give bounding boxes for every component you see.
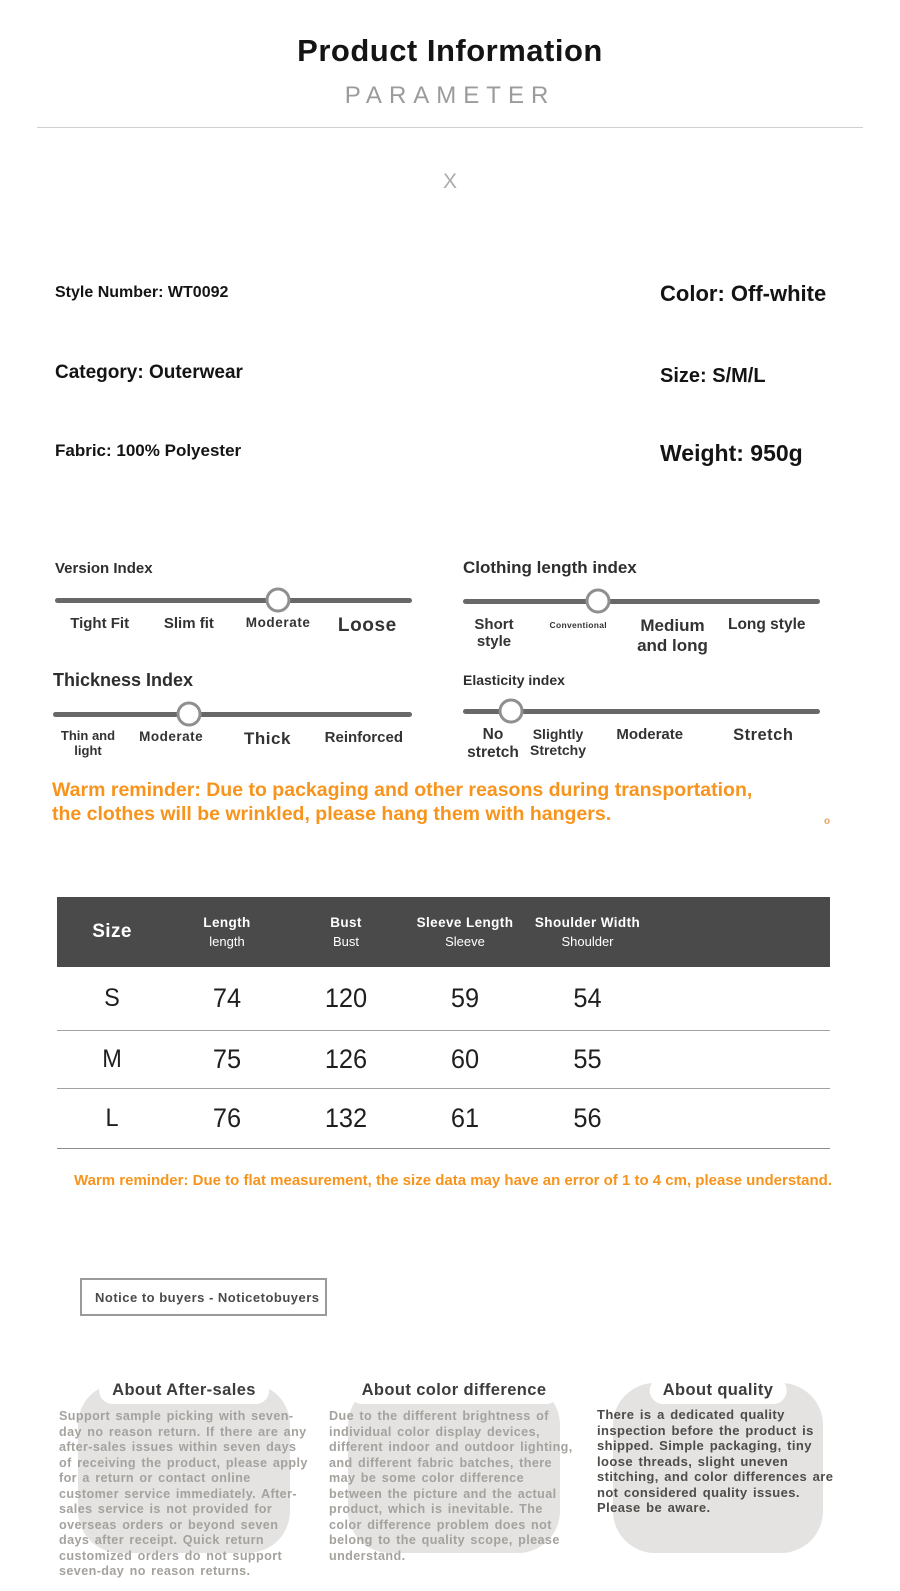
slider-label: Reinforced <box>324 729 403 746</box>
slider-label: Conventional <box>549 620 607 630</box>
attr-size: Size: S/M/L <box>660 365 766 387</box>
slider-knob[interactable] <box>177 702 202 727</box>
column-header-size: Size <box>92 921 132 942</box>
slider-knob[interactable] <box>585 589 610 614</box>
slider-title: Thickness Index <box>53 670 194 690</box>
attr-category: Category: Outerwear <box>55 362 243 383</box>
slider-thickness-index <box>53 670 412 759</box>
notice-to-buyers-box <box>80 1278 327 1316</box>
slider-label: Moderate <box>245 615 311 630</box>
warm-reminder-packaging <box>52 779 852 826</box>
slider-label: Stretch <box>733 726 794 744</box>
card-body-text: Due to the different brightness of individual color display devices, different indoor and outdoor lighting, and different fabric batches, there may be some color difference between the picture and the actual product, which is inevitable. The color difference problem does not belong to the quality scope, please understand. <box>329 1409 573 1563</box>
slider-knob[interactable] <box>266 588 291 613</box>
slider-label: Medium and long <box>637 616 708 655</box>
card-quality <box>597 1381 834 1553</box>
attr-weight: Weight: 950g <box>660 440 803 466</box>
slider-label: Slightly Stretchy <box>529 726 587 759</box>
attr-fabric: Fabric: 100% Polyester <box>55 441 242 460</box>
column-header-sleeve: Sleeve Length Sleeve <box>416 915 514 949</box>
slider-elasticity-index <box>463 672 820 762</box>
slider-label: Thin and light <box>60 728 116 758</box>
card-body-text: There is a dedicated quality inspection before the product is shipped. Simple packaging, tiny loose threads, slight uneven stitching, and color differences are not considered quality issues. Please be aware. <box>597 1407 834 1515</box>
card-after-sales <box>59 1381 308 1578</box>
warm-reminder-measurement: Warm reminder: Due to flat measurement, the size data may have an error of 1 to 4 cm, please understand. <box>74 1172 833 1189</box>
slider-track[interactable] <box>55 598 412 603</box>
page-title: Product Information <box>297 33 603 68</box>
slider-clothing-length-index <box>463 558 820 655</box>
slider-label: No stretch <box>467 726 519 761</box>
card-color-difference <box>329 1381 573 1563</box>
table-row-l: L 76 132 61 56 <box>57 1088 830 1148</box>
reminder-line-1: Warm reminder: Due to packaging and other reasons during transportation, <box>52 779 753 801</box>
table-row-m: M 75 126 60 55 <box>57 1030 830 1088</box>
size-table-header <box>57 897 830 967</box>
column-header-length: Length length <box>203 915 251 949</box>
card-title-pill: About color difference <box>349 1377 560 1404</box>
slider-label: Long style <box>727 616 806 633</box>
card-body-text: Support sample picking with seven-day no reason return. If there are any after-sales issues within seven days of receiving the product, please apply for a return or contact online customer service immediately. After-sales service is not provided for overseas orders or beyond seven days after receipt. Quick return customized orders do not support seven-day no reason returns. <box>59 1409 308 1578</box>
slider-version-index <box>55 560 412 637</box>
slider-track[interactable] <box>53 712 412 717</box>
slider-label: Thick <box>244 729 291 748</box>
slider-label: Moderate <box>139 729 204 744</box>
slider-title: Version Index <box>55 560 153 577</box>
table-row-s: S 74 120 59 54 <box>104 983 602 1013</box>
broken-image-placeholder-icon: X <box>442 170 457 193</box>
attr-style-number: Style Number: WT0092 <box>55 284 229 301</box>
slider-title: Clothing length index <box>463 558 637 577</box>
table-bottom-border <box>57 1148 830 1149</box>
attr-color: Color: Off-white <box>660 281 827 306</box>
card-title-pill: About quality <box>650 1377 787 1404</box>
page-subtitle: PARAMETER <box>344 82 556 109</box>
card-title-pill: About After-sales <box>99 1377 269 1404</box>
notice-to-buyers-label: Notice to buyers - Noticetobuyers <box>95 1289 320 1305</box>
slider-label: Short style <box>474 616 514 651</box>
column-header-bust: Bust Bust <box>330 915 362 949</box>
slider-track[interactable] <box>463 599 820 604</box>
reminder-line-2: the clothes will be wrinkled, please hang them with hangers. <box>52 802 612 825</box>
slider-label: Loose <box>337 615 397 636</box>
slider-label: Tight Fit <box>70 615 130 632</box>
slider-label: Slim fit <box>163 615 214 632</box>
slider-title: Elasticity index <box>463 672 565 688</box>
stray-mark: o <box>824 816 831 827</box>
column-header-shoulder: Shoulder Width Shoulder <box>534 915 641 949</box>
slider-knob[interactable] <box>498 699 523 724</box>
slider-label: Moderate <box>616 726 684 743</box>
size-table <box>57 897 830 1149</box>
header-divider <box>37 127 863 128</box>
